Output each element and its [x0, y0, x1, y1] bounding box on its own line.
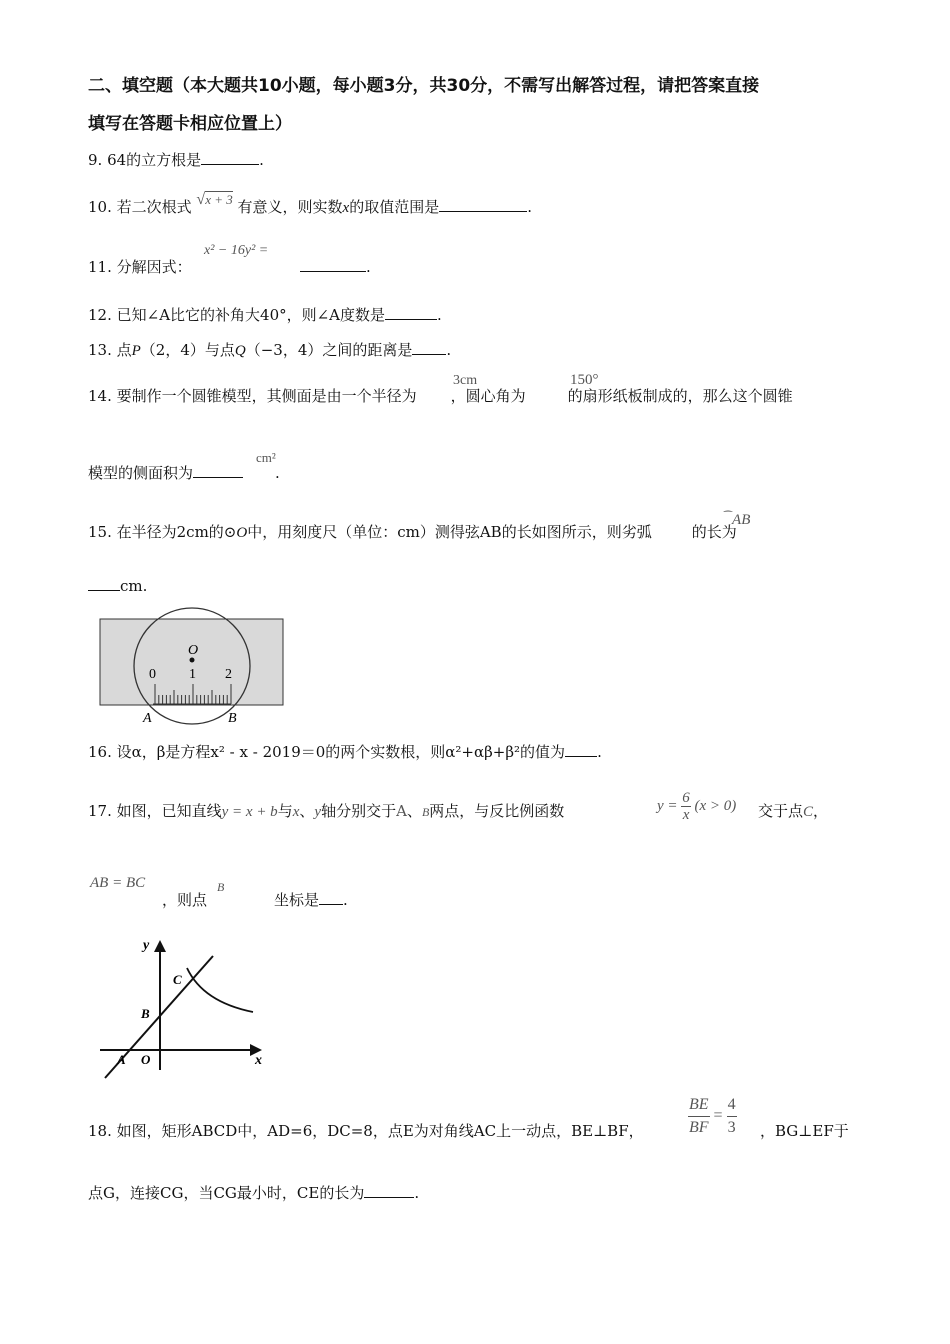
question-10: 10. 若二次根式 √x + 3 有意义，则实数x的取值范围是 . [88, 191, 532, 216]
question-18: 18. 如图，矩形ABCD中，AD=6，DC=8，点E为对角线AC上一动点，BE⊥BF， [88, 1122, 644, 1140]
question-17: 17. 如图，已知直线y = x + b与x、y轴分别交于A、B两点，与反比例函数 [88, 802, 565, 820]
ratio-expression: $\frac{BE}{BF}$ = $\frac{4}{3}$ [689, 1096, 736, 1136]
question-14-line2: 模型的侧面积为 . [88, 464, 280, 482]
label-b: B [228, 711, 237, 726]
answer-blank [88, 576, 120, 591]
answer-blank [412, 340, 446, 355]
label-a: A [117, 1052, 126, 1067]
answer-blank [201, 150, 259, 165]
q11-expression: x² − 16y² = [204, 243, 269, 258]
point-b-label: B [217, 880, 225, 894]
answer-blank [364, 1183, 414, 1198]
sqrt-expression: √x + 3 [196, 191, 233, 208]
label-x: x [255, 1053, 262, 1068]
question-18-line2: 点G，连接CG，当CG最小时，CE的长为 . [88, 1184, 420, 1202]
radius-value: 3cm [453, 373, 478, 388]
label-c: C [173, 972, 182, 987]
label-o: O [141, 1052, 151, 1067]
question-15-line2: cm. [88, 576, 147, 596]
question-15: 15. 在半径为2cm的⊙O中，用刻度尺（单位：cm）测得弦AB的长如图所示，则劣弧 的长为 [88, 523, 737, 541]
label-a: A [143, 711, 152, 726]
center-dot [190, 658, 195, 663]
section-header-line1: 二、填空题（本大题共10小题，每小题3分，共30分，不需写出解答过程，请把答案直接 [88, 76, 760, 96]
arc-label: ⁀AB [724, 512, 751, 528]
unit-cm2: cm² [256, 450, 276, 465]
question-16: 16. 设α，β是方程x² - x - 2019＝0的两个实数根，则α²+αβ+β²的值为 . [88, 743, 602, 761]
angle-value: 150° [570, 372, 599, 388]
q9-text: 9. 64的立方根是 [88, 151, 202, 169]
answer-blank [385, 305, 437, 320]
answer-blank [300, 257, 366, 272]
answer-blank [565, 742, 597, 757]
condition-ab-bc: AB = BC [90, 875, 146, 891]
label-o: O [188, 643, 199, 658]
answer-blank [439, 197, 527, 212]
tick-label-2: 2 [225, 667, 232, 682]
question-13: 13. 点P（2，4）与点Q（−3，4）之间的距离是 . [88, 341, 452, 359]
figure-15-ruler-circle [95, 600, 295, 728]
function-expression: y = $\frac{6}{x}$ (x > 0) [657, 790, 737, 823]
question-11: 11. 分解因式： [88, 258, 192, 276]
label-y: y [143, 938, 150, 953]
tick-label-0: 0 [149, 667, 156, 682]
figure-17-graph [95, 930, 275, 1080]
tick-label-1: 1 [189, 667, 196, 682]
section-header-line2: 填写在答题卡相应位置上） [88, 114, 292, 134]
answer-blank [319, 890, 343, 905]
question-9: 9. 64的立方根是 . [88, 151, 264, 169]
label-b: B [141, 1006, 150, 1021]
answer-blank [193, 463, 243, 478]
question-12: 12. 已知∠A比它的补角大40°，则∠A度数是 . [88, 306, 442, 324]
question-14: 14. 要制作一个圆锥模型，其侧面是由一个半径为 ，圆心角为 的扇形纸板制成的，那么这个圆锥 [88, 387, 793, 405]
